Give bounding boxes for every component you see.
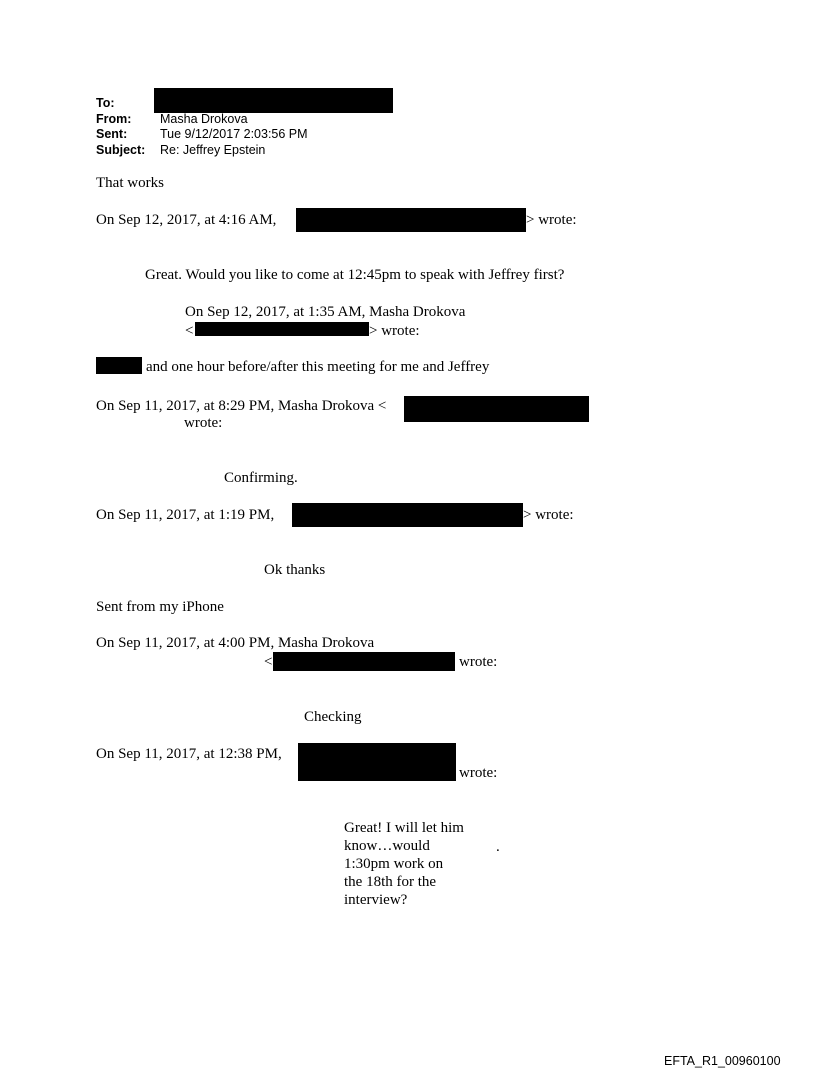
message-6 (344, 819, 464, 909)
message-3: Confirming. (224, 470, 298, 486)
redaction-msg2 (96, 357, 142, 374)
subject-label: Subject: (96, 143, 146, 157)
from-value: Masha Drokova (160, 112, 248, 126)
message-4: Ok thanks (264, 562, 326, 578)
subject-value: Re: Jeffrey Epstein (160, 143, 266, 157)
quote-header-4-suffix: > wrote: (523, 507, 574, 523)
redaction-to (154, 88, 393, 113)
redaction-quote3 (404, 396, 589, 422)
quote-header-1-suffix: > wrote: (526, 212, 577, 228)
redaction-quote5 (273, 652, 455, 671)
message-6-line: the 18th for the (344, 874, 437, 890)
message-6-line: know…would (344, 838, 430, 854)
quote-header-5-lt: < (264, 654, 273, 670)
message-6-line: interview? (344, 892, 408, 908)
message-1: Great. Would you like to come at 12:45pm to speak with Jeffrey first? (145, 267, 565, 283)
quote-header-5: On Sep 11, 2017, at 4:00 PM, Masha Drokova (96, 635, 375, 651)
message-6-line: Great! I will let him (344, 820, 464, 836)
redaction-quote1 (296, 208, 526, 232)
stray-dot: . (496, 839, 500, 855)
quote-header-1: On Sep 12, 2017, at 4:16 AM, (96, 212, 277, 228)
to-label: To: (96, 96, 115, 110)
message-5: Checking (304, 709, 362, 725)
message-2: and one hour before/after this meeting for me and Jeffrey (146, 359, 490, 375)
quote-header-6-suffix: wrote: (459, 765, 498, 781)
message-6-line: 1:30pm work on (344, 856, 444, 872)
signature: Sent from my iPhone (96, 599, 224, 615)
quote-header-5-suffix: wrote: (459, 654, 498, 670)
quote-header-2-lt: < (185, 323, 194, 339)
quote-header-3-line2: wrote: (184, 415, 223, 431)
document-id: EFTA_R1_00960100 (664, 1054, 781, 1068)
redaction-quote4 (292, 503, 523, 527)
quote-header-2-suffix: > wrote: (369, 323, 420, 339)
reply-text: That works (96, 175, 164, 191)
quote-header-6: On Sep 11, 2017, at 12:38 PM, (96, 746, 282, 762)
quote-header-4: On Sep 11, 2017, at 1:19 PM, (96, 507, 275, 523)
quote-header-3: On Sep 11, 2017, at 8:29 PM, Masha Drokova < (96, 398, 387, 414)
redaction-quote6 (298, 743, 456, 781)
sent-value: Tue 9/12/2017 2:03:56 PM (160, 127, 308, 141)
quote-header-2: On Sep 12, 2017, at 1:35 AM, Masha Drokova (185, 304, 466, 320)
from-label: From: (96, 112, 132, 126)
redaction-quote2 (195, 322, 369, 336)
sent-label: Sent: (96, 127, 128, 141)
